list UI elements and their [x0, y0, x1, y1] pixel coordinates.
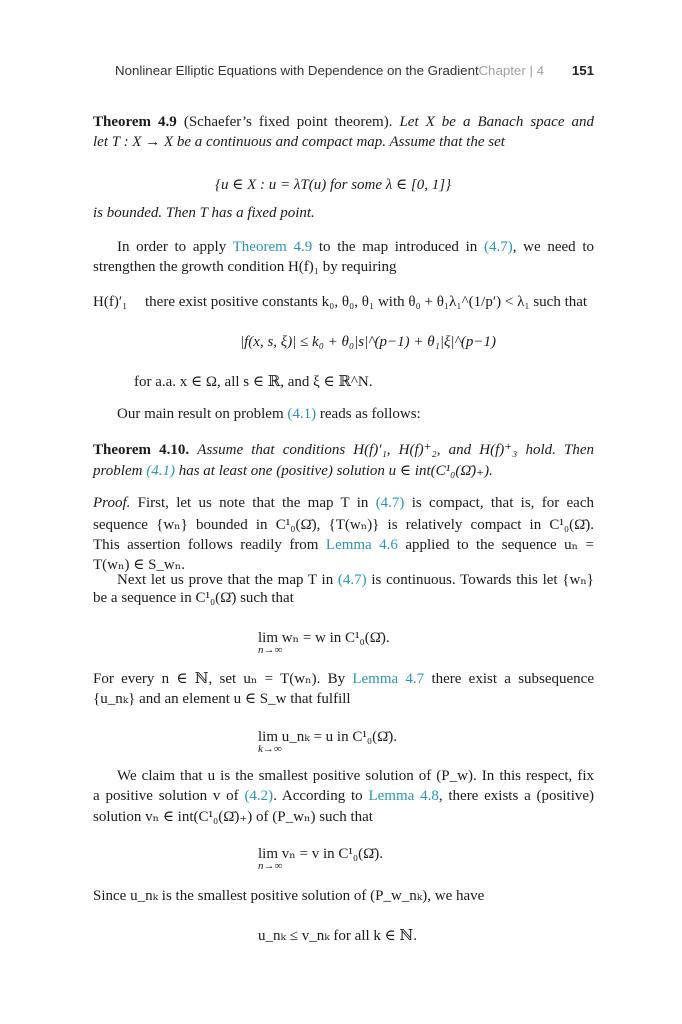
eq-4-1-link-2[interactable]: (4.1) [146, 463, 175, 479]
proof-line5: Next let us prove that the map T in (4.7) is continuous. Towards this let {wₙ} [117, 572, 595, 588]
eq-4-1-link[interactable]: (4.1) [287, 406, 317, 422]
condition-label: H(f)′₁ [93, 294, 128, 310]
chapter-label: Chapter | 4 [478, 63, 544, 78]
equation-1-sub: n→∞ [258, 644, 283, 656]
theorem-4-10-line2: problem (4.1) has at least one (positive) solution u ∈ int(C¹₀(Ω̄)₊). [93, 463, 493, 479]
proof-line12: Since u_nₖ is the smallest positive solution of (P_w_nₖ), we have [93, 888, 485, 904]
proof-line3: This assertion follows readily from Lemma 4.6 applied to the sequence uₙ = [93, 537, 594, 553]
theorem-4-9-name: (Schaefer’s fixed point theorem). [183, 114, 393, 130]
proof-line6: be a sequence in C¹₀(Ω̄) such that [93, 590, 294, 606]
theorem-4-9-label: Theorem 4.9 [93, 114, 177, 130]
book-title: Nonlinear Elliptic Equations with Dependence on the Gradient [115, 63, 479, 78]
eq-4-2-link[interactable]: (4.2) [244, 788, 274, 804]
equation-3-sub: n→∞ [258, 860, 283, 872]
proof-line8: {u_nₖ} and an element u ∈ S_w that fulfill [93, 691, 351, 707]
theorem-4-9-line3: is bounded. Then T has a fixed point. [93, 205, 315, 221]
equation-2: lim u_nₖ = u in C¹₀(Ω̄). [258, 729, 397, 745]
theorem-4-9-set: {u ∈ X : u = λT(u) for some λ ∈ [0, 1]} [215, 177, 452, 193]
page-number: 151 [571, 63, 594, 78]
proof-line11: solution vₙ ∈ int(C¹₀(Ω̄)₊) of (P_wₙ) such that [93, 809, 373, 825]
condition-text: there exist positive constants k₀, θ₀, θ₁ with θ₀ + θ₁λ₁^(1/p′) < λ₁ such that [145, 294, 588, 310]
para1-line2: strengthen the growth condition H(f)₁ by requiring [93, 259, 397, 275]
condition-inequality: |f(x, s, ξ)| ≤ k₀ + θ₀|s|^(p−1) + θ₁|ξ|^(p−1) [240, 334, 496, 350]
para2: Our main result on problem (4.1) reads as follows: [117, 406, 421, 422]
equation-1: lim wₙ = w in C¹₀(Ω̄). [258, 630, 390, 646]
theorem-4-10-label: Theorem 4.10. [93, 442, 190, 458]
proof-line9: We claim that u is the smallest positive solution of (P_w). In this respect, fix [117, 768, 594, 784]
lemma-4-7-link[interactable]: Lemma 4.7 [352, 671, 425, 687]
running-header [115, 63, 594, 83]
proof-label: Proof. [93, 495, 131, 511]
proof-line4: T(wₙ) ∈ S_wₙ. [93, 557, 185, 573]
lemma-4-6-link[interactable]: Lemma 4.6 [325, 537, 398, 553]
proof-line7: For every n ∈ ℕ, set uₙ = T(wₙ). By Lemma 4.7 there exist a subsequence [93, 671, 594, 687]
para1-line1: In order to apply Theorem 4.9 to the map introduced in (4.7), we need to [117, 239, 595, 255]
proof-line10: a positive solution v of (4.2). According to Lemma 4.8, there exists a (positive) [93, 788, 595, 804]
eq-4-7-link-2[interactable]: (4.7) [375, 495, 405, 511]
equation-3: lim vₙ = v in C¹₀(Ω̄). [258, 846, 383, 862]
theorem-4-9-text1: Let X be a Banach space and [399, 114, 594, 130]
theorem-4-10-line1: Theorem 4.10. Assume that conditions H(f)′₁, H(f)⁺₂, and H(f)⁺₃ hold. Then [93, 442, 595, 458]
theorem-4-9-line1 [93, 114, 594, 131]
equation-2-sub: k→∞ [258, 743, 282, 755]
equation-4: u_nₖ ≤ v_nₖ for all k ∈ ℕ. [258, 928, 417, 944]
proof-line2: sequence {wₙ} bounded in C¹₀(Ω̄), {T(wₙ)} is relatively compact in C¹₀(Ω̄). [93, 517, 594, 533]
eq-4-7-link[interactable]: (4.7) [483, 239, 513, 255]
theorem-4-9-link[interactable]: Theorem 4.9 [232, 239, 313, 255]
theorem-4-9-line2: let T : X → X be a continuous and compact map. Assume that the set [93, 134, 505, 150]
lemma-4-8-link[interactable]: Lemma 4.8 [368, 788, 439, 804]
eq-4-7-link-3[interactable]: (4.7) [337, 572, 367, 588]
proof-line1: Proof. First, let us note that the map T in (4.7) is compact, that is, for each [93, 495, 594, 511]
condition-for-all: for a.a. x ∈ Ω, all s ∈ ℝ, and ξ ∈ ℝ^N. [134, 374, 373, 390]
